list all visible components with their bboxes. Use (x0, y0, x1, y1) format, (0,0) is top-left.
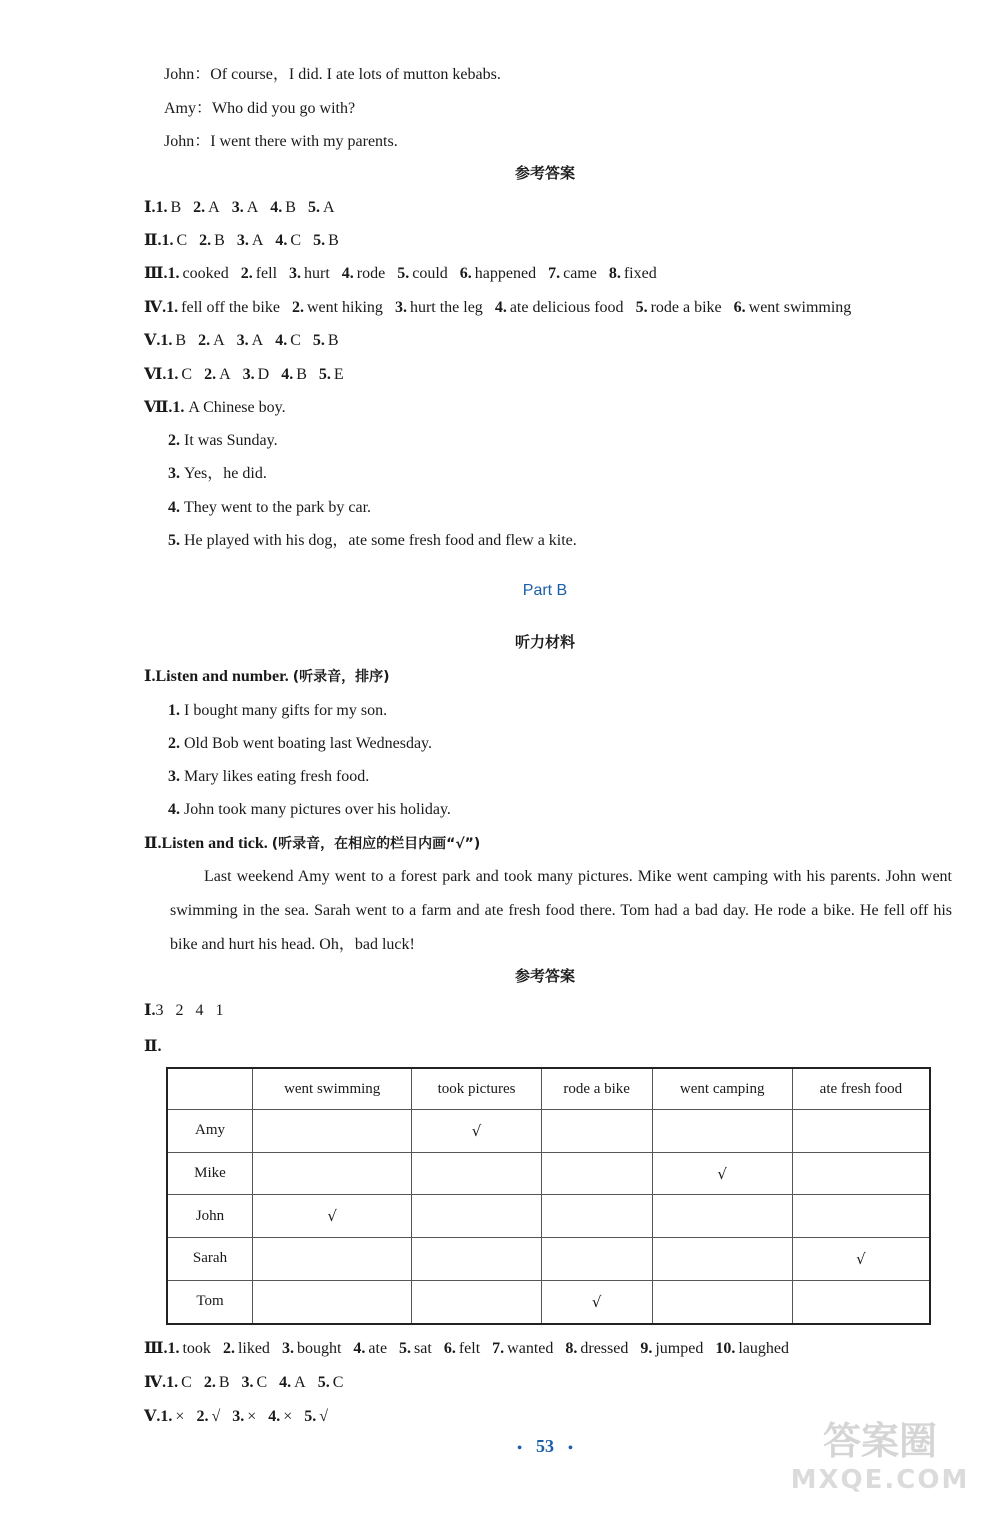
item-number: 6. (459, 265, 472, 282)
item-number: 3. (281, 1340, 294, 1357)
bullet-dot: • (568, 1441, 573, 1456)
answer-item (313, 230, 339, 252)
item-answer: fixed (623, 265, 657, 282)
answer-item (193, 197, 220, 219)
tick-cell (412, 1238, 541, 1281)
table-header-cell (167, 1068, 253, 1110)
tick-cell (792, 1195, 930, 1238)
item-number: 5. (317, 1374, 330, 1391)
item-text: Old Bob went boating last Wednesday. (184, 735, 433, 752)
title-cn: (听录音，排序) (292, 669, 390, 685)
item-answer: A (246, 199, 259, 216)
answer-item (313, 330, 339, 352)
item-answer: could (412, 265, 448, 282)
item-answer: √ (319, 1408, 329, 1425)
item-answer: B (214, 232, 225, 249)
item-number: 5. (168, 532, 180, 549)
item-answer: ate delicious food (509, 299, 624, 316)
listen-number-item-4 (168, 799, 451, 821)
item-number: 8. (608, 265, 621, 282)
item-answer: B (328, 232, 339, 249)
item-number: 2. (204, 366, 217, 383)
item-answer: took (182, 1340, 211, 1357)
item-answer: B (285, 199, 296, 216)
item-answer: √ (211, 1408, 221, 1425)
item-answer: wanted (507, 1340, 554, 1357)
tick-cell (541, 1110, 652, 1153)
item-number: 1. (166, 366, 179, 383)
tick-cell (541, 1238, 652, 1281)
answer-item (319, 364, 344, 386)
item-answer: B (327, 332, 339, 349)
item-number: 9. (640, 1340, 653, 1357)
answer-item (166, 364, 192, 386)
item-number: 4. (268, 1408, 281, 1425)
answer-item (492, 1338, 553, 1360)
answer-item (308, 197, 335, 219)
item-answer: A (322, 199, 335, 216)
item-number: 2. (222, 1340, 235, 1357)
answer-item (548, 263, 597, 285)
tick-cell (792, 1152, 930, 1195)
item-answer: A (208, 199, 220, 216)
page-number-text: 53 (536, 1436, 554, 1456)
section-7-item-3 (168, 463, 267, 485)
item-text: Mary likes eating fresh food. (184, 768, 370, 785)
table-body (167, 1110, 930, 1325)
dialogue-line-3: John：I went there with my parents. (164, 133, 398, 150)
answer-item (196, 1406, 220, 1428)
answer-item (399, 1338, 432, 1360)
item-answer: B (296, 366, 307, 383)
tick-cell (412, 1280, 541, 1324)
answer-item (282, 1338, 341, 1360)
row-name-cell: John (167, 1195, 253, 1238)
item-text: I bought many gifts for my son. (184, 702, 388, 719)
tick-cell (253, 1238, 412, 1281)
answer-item (204, 1372, 230, 1394)
tick-cell (412, 1152, 541, 1195)
table-row (167, 1195, 930, 1238)
item-number: 2. (193, 199, 206, 216)
section-7-item-4 (168, 497, 371, 519)
listen-tick-title (144, 833, 480, 855)
item-answer: came (563, 265, 597, 282)
item-number: 1. (160, 332, 173, 349)
item-number: 4. (494, 299, 507, 316)
answer-item (444, 1338, 480, 1360)
answer-item (160, 330, 186, 352)
item-answer: B (218, 1374, 230, 1391)
answer-item (237, 230, 264, 252)
item-number: 4. (270, 199, 283, 216)
item-number: 3. (241, 1374, 254, 1391)
item-answer: liked (237, 1340, 270, 1357)
answer-item (161, 230, 187, 252)
item-number: 7. (492, 1340, 505, 1357)
answer-item (232, 1406, 256, 1428)
answer-item (204, 364, 231, 386)
item-answer: felt (458, 1340, 481, 1357)
item-answer: C (290, 332, 301, 349)
item-number: 10. (715, 1340, 736, 1357)
item-number: 3. (289, 265, 302, 282)
bullet-dot: • (517, 1441, 522, 1456)
answer-item (279, 1372, 306, 1394)
item-answer: × (175, 1408, 185, 1425)
item-number: 4. (341, 265, 354, 282)
item-answer: C (176, 232, 188, 249)
dialogue-line-2: Amy：Who did you go with? (164, 100, 356, 117)
item-text: It was Sunday. (184, 432, 278, 449)
item-number: 5. (635, 299, 648, 316)
item-answer: hurt (304, 265, 330, 282)
answer-item (715, 1338, 789, 1360)
answer-item (342, 263, 385, 285)
item-number: 1. (166, 1374, 179, 1391)
item-answer: laughed (738, 1340, 789, 1357)
answer-row (144, 230, 339, 252)
item-text: They went to the park by car. (184, 499, 372, 516)
table-header-row (167, 1068, 930, 1110)
answer-item (166, 297, 280, 319)
item-number: 2. (168, 735, 180, 752)
answer-item (636, 297, 722, 319)
item-number: 1. (172, 399, 185, 416)
section-number: Ⅴ. (144, 332, 161, 349)
item-answer: went swimming (748, 299, 852, 316)
item-text: He played with his dog，ate some fresh food and flew a kite. (184, 532, 577, 549)
item-number: 1. (168, 702, 180, 719)
item-number: 2. (291, 299, 304, 316)
item-number: 1. (161, 232, 174, 249)
answer-item (155, 197, 181, 219)
tick-cell: √ (412, 1110, 541, 1153)
answer-item (304, 1406, 328, 1428)
answer-item (160, 1406, 184, 1428)
item-answer: A (251, 232, 264, 249)
section-number: Ⅱ. (144, 232, 162, 249)
section-number: Ⅰ. (144, 668, 156, 685)
item-answer: hurt the leg (409, 299, 483, 316)
b1-answer (144, 1000, 223, 1022)
item-answer: B (170, 199, 182, 216)
item-answer: A (251, 332, 264, 349)
answer-item (289, 263, 330, 285)
b1-answer-text: 3 2 4 1 (155, 1002, 224, 1019)
tick-cell (541, 1195, 652, 1238)
answer-item (318, 1372, 344, 1394)
answer-row (144, 1372, 343, 1394)
item-text: John took many pictures over his holiday. (184, 801, 451, 818)
item-number: 3. (394, 299, 407, 316)
listen-number-title (144, 666, 390, 688)
item-answer: C (256, 1374, 268, 1391)
answer-item (237, 330, 264, 352)
section-number: Ⅲ. (144, 265, 168, 282)
item-answer: C (181, 366, 193, 383)
listen-tick-paragraph: Last weekend Amy went to a forest park and took many pictures. Mike went camping with his parents. John went swimming in the sea. Sarah went to a farm and ate fresh food there. Tom had a bad day. He rode a bike. He fell off his bike and hurt his head. Oh，bad luck! (170, 868, 952, 953)
item-number: 1. (166, 299, 179, 316)
watermark-graphic (780, 1408, 980, 1498)
table-row (167, 1110, 930, 1153)
item-answer: D (257, 366, 270, 383)
section-number: Ⅵ. (144, 366, 167, 383)
item-answer: cooked (182, 265, 229, 282)
item-number: 6. (443, 1340, 456, 1357)
b2-label: Ⅱ. (144, 1038, 162, 1055)
answer-row (144, 1406, 328, 1428)
item-answer: dressed (580, 1340, 629, 1357)
item-number: 2. (199, 232, 212, 249)
item-number: 1. (160, 1408, 173, 1425)
answer-item (353, 1338, 387, 1360)
item-number: 5. (304, 1408, 317, 1425)
row-name-cell: Sarah (167, 1238, 253, 1281)
item-answer: A (294, 1374, 306, 1391)
item-number: 5. (313, 232, 326, 249)
item-number: 4. (275, 332, 288, 349)
answers-heading-a: 参考答案 (514, 166, 575, 182)
item-answer: A (219, 366, 231, 383)
tick-table (166, 1067, 931, 1325)
watermark-logo (780, 1408, 980, 1498)
item-number: 5. (397, 265, 410, 282)
title-en: Listen and number. (155, 668, 289, 685)
item-number: 3. (168, 768, 180, 785)
part-b-title: Part B (522, 582, 568, 599)
answer-item (167, 1338, 210, 1360)
answer-row (144, 263, 657, 285)
answer-item (198, 330, 225, 352)
item-number: 5. (312, 332, 325, 349)
row-name-cell: Tom (167, 1280, 253, 1324)
answer-item (609, 263, 657, 285)
item-number: 5. (307, 199, 320, 216)
item-answer: happened (474, 265, 537, 282)
table-row (167, 1280, 930, 1324)
answers-heading-b: 参考答案 (514, 969, 575, 985)
tick-cell: √ (792, 1238, 930, 1281)
answer-row (144, 197, 335, 219)
answer-item (397, 263, 448, 285)
table-row (167, 1152, 930, 1195)
item-number: 4. (168, 801, 180, 818)
tick-cell (253, 1152, 412, 1195)
table-header-cell: went camping (652, 1068, 792, 1110)
answer-item (281, 364, 307, 386)
item-number: 3. (168, 465, 180, 482)
answer-item (292, 297, 383, 319)
item-number: 3. (242, 366, 255, 383)
table-header-cell: rode a bike (541, 1068, 652, 1110)
item-number: 5. (399, 1340, 412, 1357)
item-answer: ate (368, 1340, 388, 1357)
item-answer: C (290, 232, 302, 249)
item-number: 2. (198, 332, 211, 349)
item-number: 4. (275, 232, 288, 249)
tick-cell: √ (541, 1280, 652, 1324)
row-name-cell: Amy (167, 1110, 253, 1153)
table-row (167, 1238, 930, 1281)
answer-row (144, 297, 851, 319)
watermark-text: 答案圈 (822, 1419, 938, 1463)
section-number: Ⅴ. (144, 1408, 161, 1425)
item-answer: C (332, 1374, 344, 1391)
tick-cell: √ (253, 1195, 412, 1238)
answer-item (232, 197, 259, 219)
item-number: 4. (279, 1374, 292, 1391)
answer-item (166, 1372, 192, 1394)
answer-row (144, 364, 344, 386)
title-cn: (听录音，在相应的栏目内画“√”) (271, 836, 481, 852)
item-number: 7. (548, 265, 561, 282)
item-answer: sat (414, 1340, 432, 1357)
title-en: Listen and tick. (161, 835, 268, 852)
section-7-item-1 (144, 397, 286, 419)
item-answer: C (181, 1374, 192, 1391)
item-number: 2. (168, 432, 180, 449)
item-number: 4. (281, 366, 294, 383)
answer-item (268, 1406, 292, 1428)
listen-number-item-3 (168, 766, 369, 788)
answer-item (640, 1338, 703, 1360)
item-number: 5. (318, 366, 331, 383)
item-number: 1. (167, 265, 180, 282)
watermark-url: MXQE.COM (790, 1465, 970, 1495)
listen-number-item-1 (168, 700, 387, 722)
section-number: Ⅱ. (144, 835, 162, 852)
item-answer: rode (356, 265, 386, 282)
tick-cell (652, 1110, 792, 1153)
item-answer: × (283, 1408, 293, 1425)
answer-item (275, 330, 301, 352)
dialogue-line-1: John：Of course，I did. I ate lots of mutton kebabs. (164, 66, 501, 83)
table-header-cell: went swimming (253, 1068, 412, 1110)
tick-cell (253, 1110, 412, 1153)
answer-item (460, 263, 536, 285)
item-text: A Chinese boy. (188, 399, 286, 416)
answer-item (734, 297, 852, 319)
item-answer: B (175, 332, 187, 349)
tick-cell (652, 1195, 792, 1238)
section-number: Ⅲ. (144, 1340, 168, 1357)
answer-row (144, 330, 339, 352)
item-answer: bought (296, 1340, 342, 1357)
answer-item (270, 197, 296, 219)
tick-cell (253, 1280, 412, 1324)
tick-cell (652, 1238, 792, 1281)
listening-heading: 听力材料 (514, 635, 575, 651)
answer-item (223, 1338, 270, 1360)
answer-item (241, 263, 277, 285)
item-number: 8. (565, 1340, 578, 1357)
tick-cell (792, 1110, 930, 1153)
tick-cell (792, 1280, 930, 1324)
tick-cell (412, 1195, 541, 1238)
answer-item (167, 263, 228, 285)
item-number: 2. (196, 1408, 209, 1425)
listen-number-item-2 (168, 733, 432, 755)
item-number: 3. (231, 199, 244, 216)
item-number: 2. (203, 1374, 216, 1391)
item-number: 4. (353, 1340, 366, 1357)
item-answer: rode a bike (650, 299, 722, 316)
table-header-cell: took pictures (412, 1068, 541, 1110)
item-answer: jumped (655, 1340, 704, 1357)
answer-item (275, 230, 301, 252)
section-7-item-5 (168, 530, 577, 552)
item-number: 4. (168, 499, 180, 516)
section-number: Ⅰ. (144, 199, 156, 216)
item-number: 3. (232, 1408, 245, 1425)
item-answer: went hiking (306, 299, 383, 316)
answer-row (144, 1338, 789, 1360)
item-answer: fell (255, 265, 278, 282)
item-number: 3. (236, 332, 249, 349)
section-7-number: Ⅶ. (144, 399, 173, 416)
answer-item (199, 230, 225, 252)
tick-cell (541, 1152, 652, 1195)
item-answer: fell off the bike (181, 299, 280, 316)
section-number: Ⅳ. (144, 299, 167, 316)
item-number: 1. (167, 1340, 180, 1357)
table-header-cell: ate fresh food (792, 1068, 930, 1110)
row-name-cell: Mike (167, 1152, 253, 1195)
answer-item (395, 297, 483, 319)
item-text: Yes，he did. (184, 465, 267, 482)
section-number: Ⅳ. (144, 1374, 167, 1391)
answer-item (242, 1372, 268, 1394)
item-answer: × (247, 1408, 257, 1425)
item-number: 1. (155, 199, 168, 216)
answer-item (565, 1338, 628, 1360)
item-number: 3. (236, 232, 249, 249)
item-number: 6. (733, 299, 746, 316)
answer-item (243, 364, 270, 386)
item-answer: E (333, 366, 344, 383)
item-number: 2. (240, 265, 253, 282)
tick-cell (652, 1280, 792, 1324)
tick-cell: √ (652, 1152, 792, 1195)
item-answer: A (213, 332, 225, 349)
section-number: Ⅰ. (144, 1002, 156, 1019)
answer-item (495, 297, 624, 319)
section-7-item-2 (168, 430, 278, 452)
